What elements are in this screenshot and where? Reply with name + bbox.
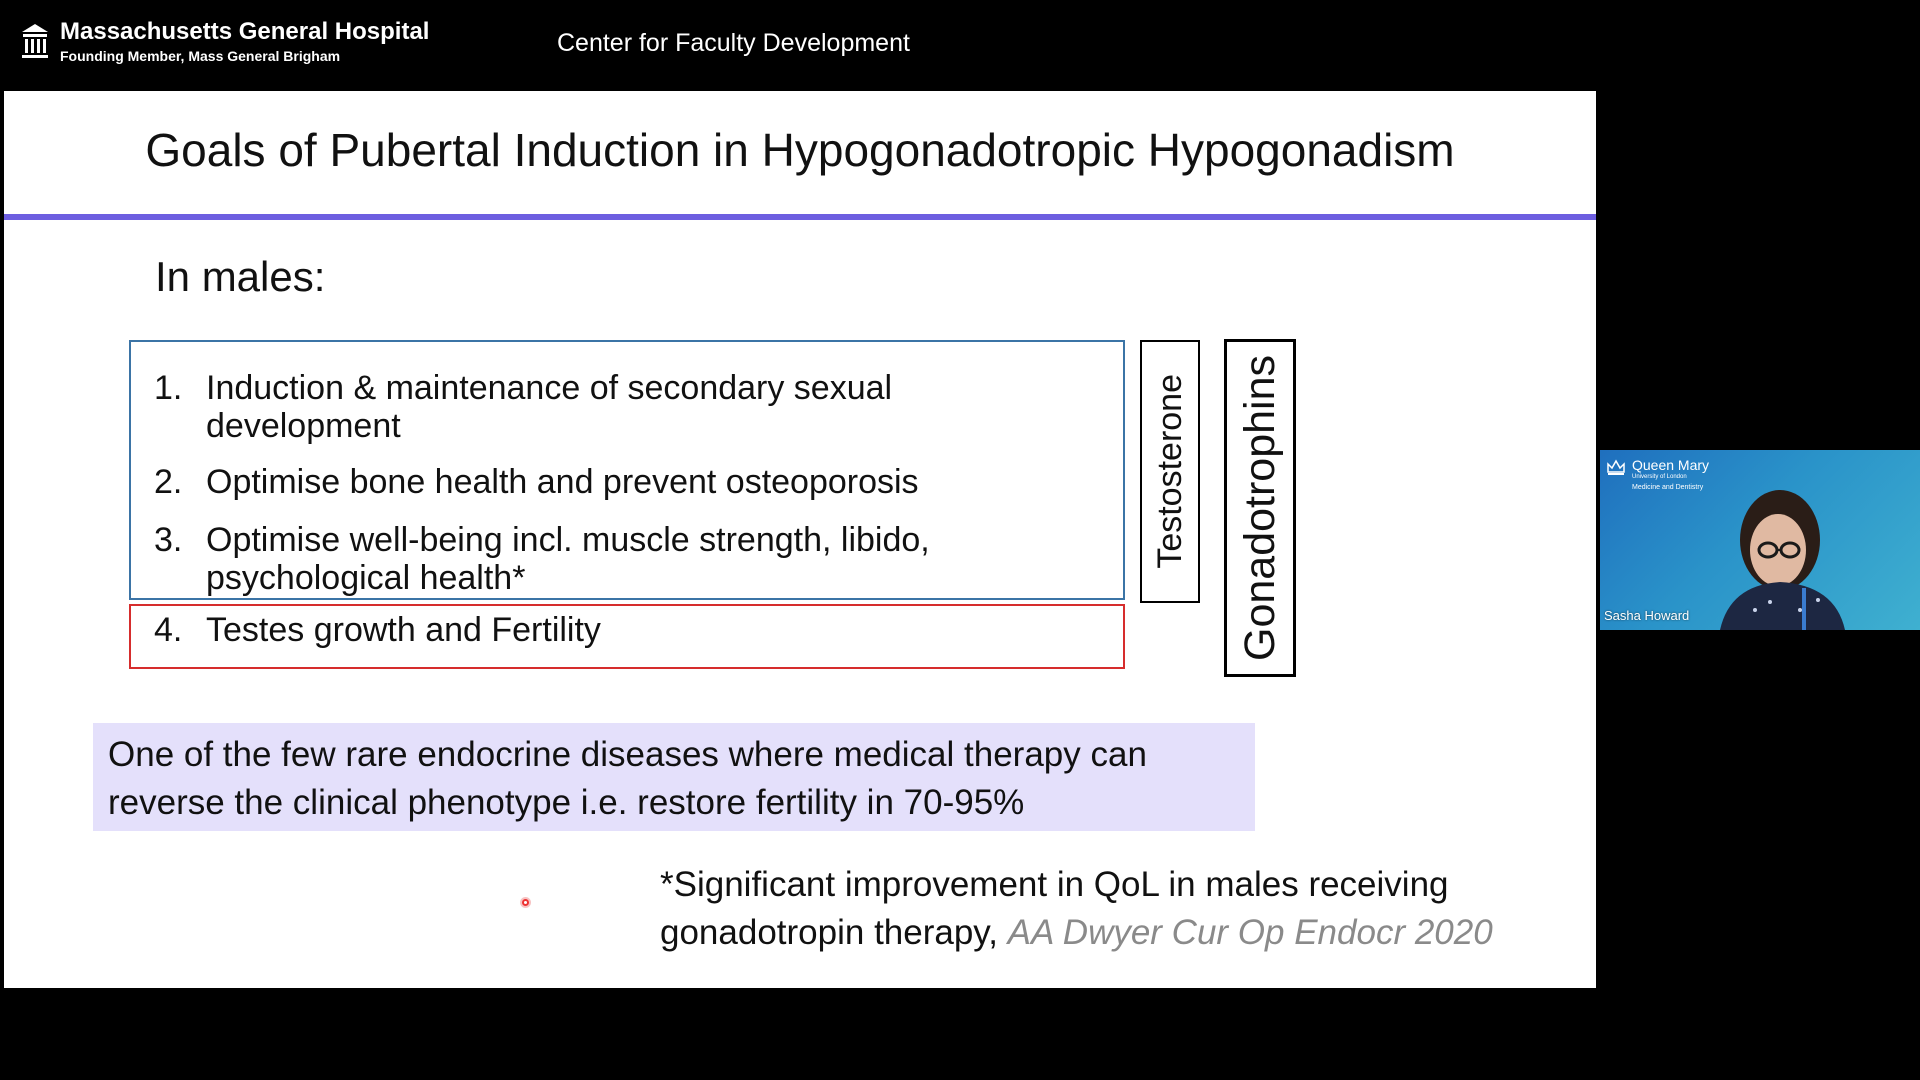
participant-name-label: Sasha Howard <box>1604 608 1690 623</box>
title-divider <box>4 214 1596 220</box>
laser-pointer-icon <box>520 897 531 908</box>
testosterone-label-box <box>1140 340 1200 603</box>
footnote-text: *Significant improvement in QoL in males receiving gonadotropin therapy, <box>660 865 1449 952</box>
list-item <box>154 463 919 501</box>
testosterone-label: Testosterone <box>1150 374 1189 569</box>
list-item <box>154 521 930 597</box>
list-item-text: Optimise well-being incl. muscle strength, libido, psychological health* <box>206 521 930 597</box>
list-item-number: 2. <box>154 463 183 501</box>
org-name: Queen Mary <box>1632 457 1710 473</box>
top-bar <box>0 0 1920 90</box>
participant-video-tile[interactable] <box>1600 450 1920 630</box>
list-item-text: Optimise bone health and prevent osteoporosis <box>206 463 919 501</box>
org-department: Medicine and Dentistry <box>1632 484 1704 491</box>
presentation-slide <box>4 91 1596 988</box>
logo-title: Massachusetts General Hospital <box>60 18 430 45</box>
list-item-text: Testes growth and Fertility <box>206 611 601 649</box>
hospital-building-icon <box>20 22 50 62</box>
footnote-citation: AA Dwyer Cur Op Endocr 2020 <box>1007 913 1493 952</box>
gonadotrophins-label-box <box>1224 339 1296 677</box>
list-item-number: 3. <box>154 521 183 559</box>
participant-video-feed <box>1700 470 1900 630</box>
list-item-number: 1. <box>154 369 183 407</box>
queen-mary-logo <box>1606 458 1709 491</box>
header-title: Center for Faculty Development <box>557 29 910 57</box>
gonadotrophins-label: Gonadotrophins <box>1235 355 1284 661</box>
list-item <box>154 611 601 649</box>
list-item-number: 4. <box>154 611 183 649</box>
slide-subheading: In males: <box>155 253 326 300</box>
org-subtitle: University of London <box>1632 474 1687 480</box>
list-item <box>154 369 893 445</box>
highlight-text: One of the few rare endocrine diseases where medical therapy can reverse the clinical phenotype i.e. restore fertility in 70-95% <box>108 735 1147 822</box>
footnote <box>660 861 1560 957</box>
mgh-logo <box>20 20 429 63</box>
list-item-text: Induction & maintenance of secondary sexual development <box>206 369 893 445</box>
crown-crest-icon <box>1606 458 1626 476</box>
highlight-callout <box>93 723 1255 831</box>
slide-title: Goals of Pubertal Induction in Hypogonadotropic Hypogonadism <box>145 124 1455 176</box>
logo-subtitle: Founding Member, Mass General Brigham <box>60 48 341 64</box>
